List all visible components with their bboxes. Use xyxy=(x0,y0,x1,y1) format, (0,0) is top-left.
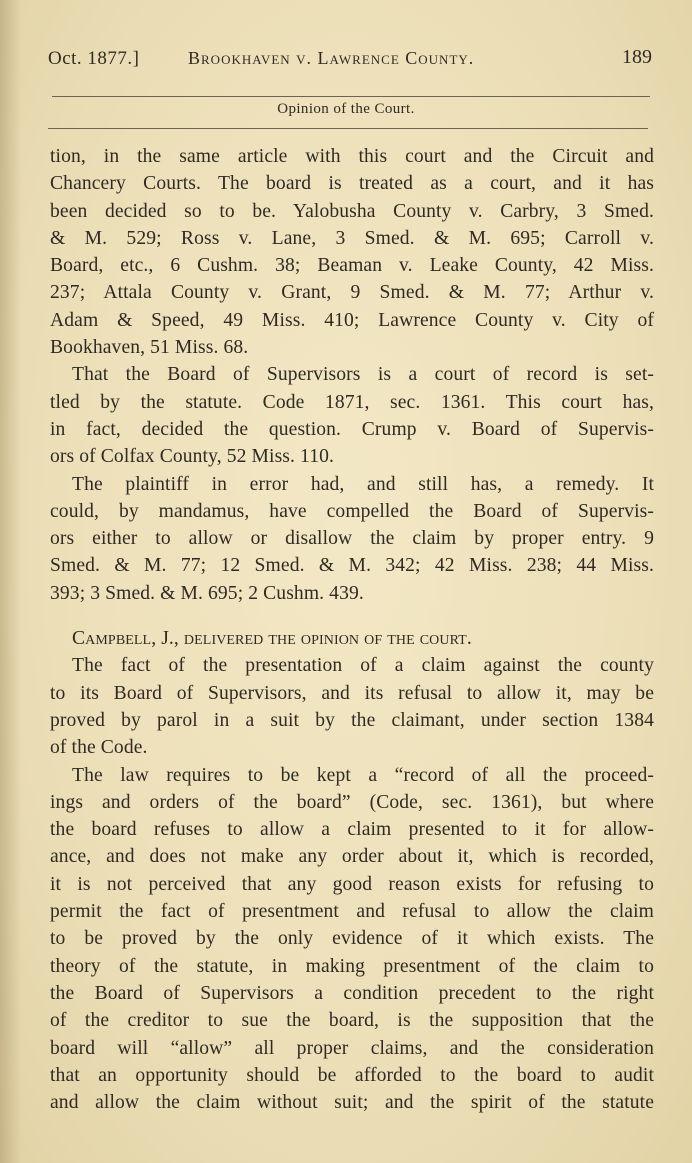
opinion-line: ance, and does not make any order about it, which is recorded, xyxy=(50,846,654,868)
opinion-line: of the Code. xyxy=(50,737,148,759)
brief-line: Chancery Courts. The board is treated as a court, and it has xyxy=(50,173,654,195)
opinion-line: that an opportunity should be afforded to the board to audit xyxy=(50,1064,654,1086)
brief-line: could, by mandamus, have compelled the Board of Supervis- xyxy=(50,500,654,522)
opinion-line: the board refuses to allow a claim presented to it for allow- xyxy=(50,819,654,841)
opinion-line: theory of the statute, in making presentment of the claim to xyxy=(50,955,654,977)
running-head xyxy=(48,44,652,74)
running-head-title: Brookhaven v. Lawrence County. xyxy=(188,48,475,68)
running-head-date: Oct. 1877.] xyxy=(48,48,140,69)
brief-line: tion, in the same article with this court and the Circuit and xyxy=(50,146,654,167)
page-number: 189 xyxy=(622,46,652,68)
opinion-line: Campbell, J., delivered the opinion of the court. xyxy=(72,628,472,650)
page-body xyxy=(50,143,654,1116)
brief-line: tled by the statute. Code 1871, sec. 1361. This court has, xyxy=(50,391,654,413)
opinion-line: permit the fact of presentment and refusal to allow the claim xyxy=(50,901,654,923)
opinion-line: to be proved by the only evidence of it which exists. The xyxy=(50,928,654,950)
brief-line: been decided so to be. Yalobusha County v. Carbry, 3 Smed. xyxy=(50,200,654,222)
brief-line: 237; Attala County v. Grant, 9 Smed. & M. 77; Arthur v. xyxy=(50,282,654,304)
brief-line: ors of Colfax County, 52 Miss. 110. xyxy=(50,446,334,468)
opinion-line: The fact of the presentation of a claim against the county xyxy=(72,655,654,677)
counsel-brief xyxy=(50,143,654,607)
brief-line: That the Board of Supervisors is a court of record is set- xyxy=(72,364,654,386)
brief-line: & M. 529; Ross v. Lane, 3 Smed. & M. 695; Carroll v. xyxy=(50,227,654,249)
brief-line: The plaintiff in error had, and still has, a remedy. It xyxy=(72,473,654,495)
brief-line: Smed. & M. 77; 12 Smed. & M. 342; 42 Miss. 238; 44 Miss. xyxy=(50,555,654,577)
opinion-line: The law requires to be kept a “record of all the proceed- xyxy=(72,764,654,786)
opinion-line: and allow the claim without suit; and the spirit of the statute xyxy=(50,1092,654,1114)
binding-shadow xyxy=(0,0,22,1163)
opinion-line: proved by parol in a suit by the claimant, under section 1384 xyxy=(50,709,654,731)
brief-line: 393; 3 Smed. & M. 695; 2 Cushm. 439. xyxy=(50,582,364,604)
opinion-line: board will “allow” all proper claims, and the consideration xyxy=(50,1037,654,1059)
opinion-line: it is not perceived that any good reason exists for refusing to xyxy=(50,873,654,895)
brief-line: in fact, decided the question. Crump v. Board of Supervis- xyxy=(50,418,654,440)
opinion-line: to its Board of Supervisors, and its refusal to allow it, may be xyxy=(50,682,654,704)
section-heading: Opinion of the Court. xyxy=(277,101,415,117)
top-rule xyxy=(52,96,650,97)
bottom-rule xyxy=(48,128,648,129)
court-opinion xyxy=(50,625,654,1116)
brief-line: Bookhaven, 51 Miss. 68. xyxy=(50,337,249,359)
brief-line: Adam & Speed, 49 Miss. 410; Lawrence County v. City of xyxy=(50,309,654,331)
section-gap xyxy=(50,607,654,625)
opinion-line: of the creditor to sue the board, is the supposition that the xyxy=(50,1010,654,1032)
brief-line: Board, etc., 6 Cushm. 38; Beaman v. Leake County, 42 Miss. xyxy=(50,255,654,277)
opinion-line: the Board of Supervisors a condition precedent to the right xyxy=(50,982,654,1004)
opinion-line: ings and orders of the board” (Code, sec. 1361), but where xyxy=(50,791,654,813)
brief-line: ors either to allow or disallow the claim by proper entry. 9 xyxy=(50,528,654,550)
